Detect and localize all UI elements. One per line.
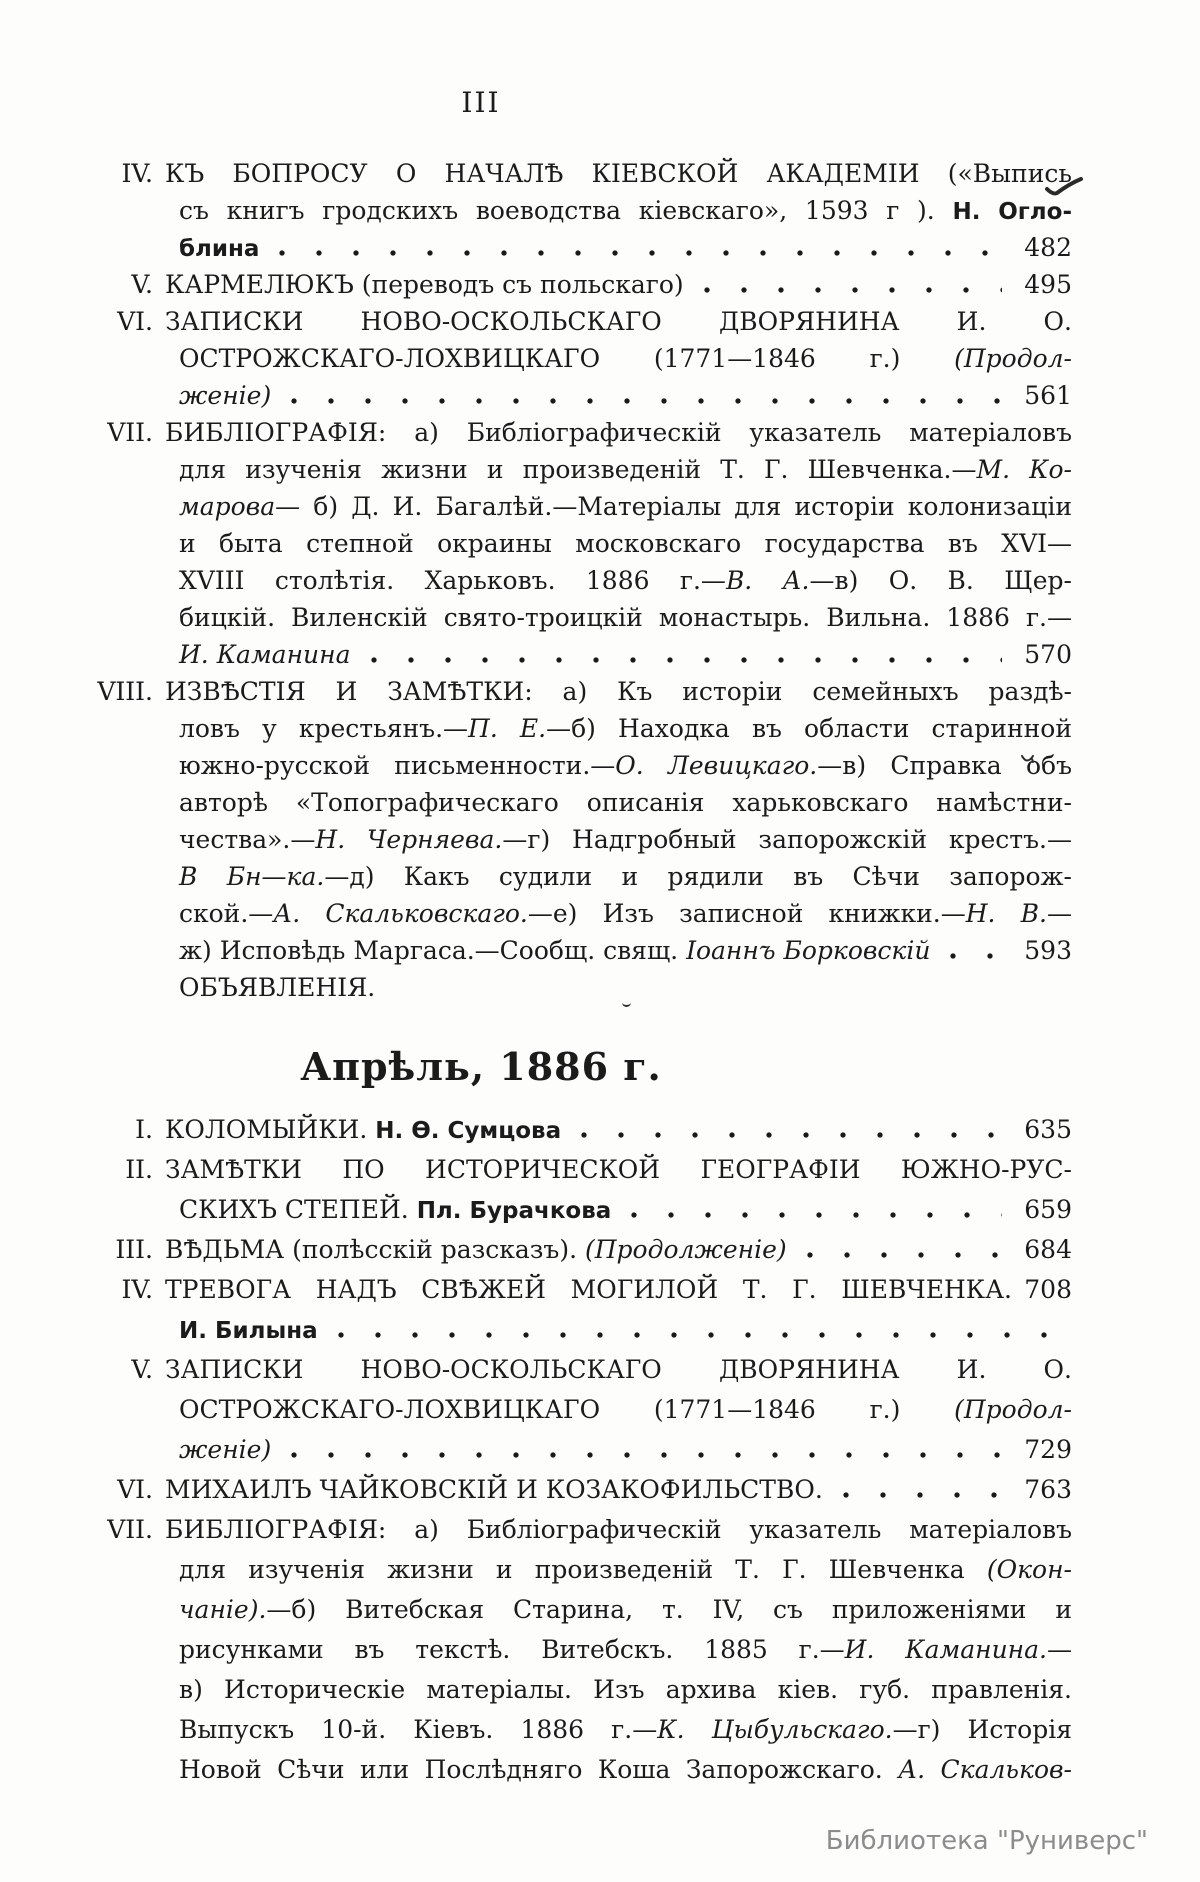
library-watermark: Библиотека "Руниверс" [825, 1826, 1148, 1856]
entry-text-run: — [1047, 899, 1072, 928]
toc-entry-list [85, 159, 1072, 1010]
italic-credit: женіе) [179, 381, 272, 410]
italic-credit: (Продол- [954, 1395, 1072, 1424]
dot-leader [332, 1332, 1062, 1338]
dot-leader [625, 1212, 1002, 1218]
page-number: 495 [1024, 270, 1072, 299]
entry-text [165, 899, 1072, 928]
italic-credit: А. Скальковскаго. [273, 899, 528, 928]
entry-text-run: и быта степной окраины московскаго государства въ XVI— [179, 529, 1072, 558]
entry-text-run: авторѣ «Топографическаго описанія харьковскаго намѣстни- [179, 788, 1072, 817]
entry-text [165, 1115, 561, 1144]
entry-text-run: бицкій. Виленскій свято-троицкій монастырь. Вильна. 1886 г.— [179, 603, 1072, 632]
toc-line [85, 1675, 1072, 1715]
toc-line [85, 640, 1072, 677]
dot-leader [801, 1252, 1002, 1258]
entry-roman-numeral: II. [125, 1155, 153, 1184]
italic-credit: В. А. [725, 566, 810, 595]
entry-text-run: —б) Находка въ области старинной [546, 714, 1072, 743]
entry-text-run: ВѢДЬМА (полѣсскій разсказъ). [165, 1235, 585, 1264]
entry-text [165, 492, 1072, 521]
entry-text [165, 566, 1072, 595]
page-number: 482 [1024, 233, 1072, 262]
toc-line [85, 825, 1072, 862]
entry-roman-numeral: VIII. [97, 677, 153, 706]
entry-text-run: —д) Какъ судили и рядили въ Сѣчи запорож- [324, 862, 1072, 891]
entry-text-run: ЗАПИСКИ НОВО-ОСКОЛЬСКАГО ДВОРЯНИНА И. О. [165, 307, 1072, 336]
toc-line [85, 270, 1072, 307]
toc-line [85, 1355, 1072, 1395]
entry-text [165, 307, 1072, 336]
toc-line [85, 233, 1072, 270]
toc-line [85, 307, 1072, 344]
italic-credit: (Продол- [954, 344, 1072, 373]
italic-credit: А. Скальков- [898, 1755, 1072, 1784]
toc-line [85, 1115, 1072, 1155]
entry-text [165, 1475, 823, 1504]
italic-credit: женіе) [179, 1435, 272, 1464]
entry-text-run: —г) Надгробный запорожскій крестъ.— [502, 825, 1072, 854]
entry-text [165, 640, 351, 669]
toc-line [85, 1475, 1072, 1515]
toc-line [85, 862, 1072, 899]
entry-text [165, 455, 1072, 484]
entry-text [165, 1275, 1012, 1304]
entry-text-run: Выпускъ 10-й. Кіевъ. 1886 г.— [179, 1715, 658, 1744]
toc-line [85, 936, 1072, 973]
page-number: 635 [1024, 1115, 1072, 1144]
entry-text-run: ж) Исповѣдь Маргаса.—Сообщ. свящ. [179, 936, 687, 965]
entry-text [165, 751, 1072, 780]
entry-text [165, 1595, 1072, 1624]
entry-text-run: чества».— [179, 825, 316, 854]
toc-entry-list [85, 1115, 1072, 1795]
entry-text [165, 603, 1072, 632]
author-name: И. Билына [179, 1318, 318, 1344]
entry-text-run: в) Историческіе матеріалы. Изъ архива кіев. губ. правленія. [179, 1675, 1072, 1704]
entry-text [165, 381, 271, 410]
toc-line [85, 1515, 1072, 1555]
entry-text [165, 418, 1072, 447]
entry-text [165, 1555, 1072, 1584]
entry-roman-numeral: V. [131, 270, 153, 299]
italic-credit: (Продолженіе) [584, 1235, 787, 1264]
entry-text [165, 1195, 611, 1224]
entry-text-run: южно-русской письменности.— [179, 751, 616, 780]
dot-leader [837, 1492, 1002, 1498]
ink-arc-icon [1020, 752, 1036, 771]
italic-credit: И. Каманина [179, 640, 351, 669]
entry-text-run: —г) Исторія [892, 1715, 1072, 1744]
author-name: Пл. Бурачкова [416, 1198, 612, 1224]
entry-text-run: БИБЛІОГРАФІЯ: а) Библіографическій указатель матеріаловъ [165, 418, 1072, 447]
entry-roman-numeral: III. [115, 1235, 153, 1264]
entry-text-run: КЪ БОПРОСУ О НАЧАЛѢ КІЕВСКОЙ АКАДЕМІИ («Выпись [165, 159, 1072, 188]
entry-text [165, 1755, 1072, 1784]
entry-text [165, 1715, 1072, 1744]
italic-credit: К. Цыбульскаго. [657, 1715, 893, 1744]
italic-credit: марова— [179, 492, 301, 521]
entry-text [165, 973, 1072, 1002]
entry-text-run: СКИХЪ СТЕПЕЙ. [179, 1195, 417, 1224]
entry-text-run: ЗАМѢТКИ ПО ИСТОРИЧЕСКОЙ ГЕОГРАФІИ ЮЖНО-РУС- [165, 1155, 1072, 1184]
italic-credit: чаніе). [179, 1595, 267, 1624]
entry-text-run: ИЗВѢСТІЯ И ЗАМѢТКИ: а) Къ исторіи семейныхъ раздѣ- [165, 677, 1072, 706]
entry-text [165, 936, 930, 965]
toc-line [85, 196, 1072, 233]
toc-line [85, 1155, 1072, 1195]
entry-text-run: рисунками въ текстѣ. Витебскъ. 1885 г.— [179, 1635, 845, 1664]
toc-line [85, 1275, 1072, 1315]
toc-line [85, 455, 1072, 492]
italic-credit: М. Ко- [976, 455, 1073, 484]
entry-text [165, 196, 1072, 225]
entry-text [165, 159, 1072, 188]
page-number-heading: III [461, 86, 501, 119]
toc-line [85, 492, 1072, 529]
italic-credit: Н. В. [965, 899, 1047, 928]
toc-line [85, 1195, 1072, 1235]
entry-text [165, 1235, 787, 1264]
toc-line [85, 788, 1072, 825]
page-number: 593 [1024, 936, 1072, 965]
entry-text-run: —б) Витебская Старина, т. IV, съ приложеніями и [266, 1595, 1072, 1624]
entry-text [165, 1675, 1072, 1704]
dot-leader [273, 250, 1002, 256]
entry-text-run: —в) Справка объ [817, 751, 1072, 780]
entry-text [165, 1435, 271, 1464]
ink-speck-icon [622, 998, 631, 1007]
dot-leader [285, 1452, 1002, 1458]
italic-credit: П. Е. [468, 714, 547, 743]
entry-text [165, 1155, 1072, 1184]
toc-line [85, 1435, 1072, 1475]
author-name: Н. Огло- [952, 199, 1072, 225]
toc-line [85, 1235, 1072, 1275]
entry-text-run: ОБЪЯВЛЕНІЯ. [179, 973, 376, 1002]
entry-text [165, 1635, 1072, 1664]
toc-line [85, 973, 1072, 1010]
toc-line [85, 344, 1072, 381]
page-number: 729 [1024, 1435, 1072, 1464]
entry-text-run: для изученія жизни и произведеній Т. Г. Шевченка.— [179, 455, 977, 484]
entry-roman-numeral: IV. [121, 159, 153, 188]
entry-text-run: ОСТРОЖСКАГО-ЛОХВИЦКАГО (1771—1846 г.) [179, 344, 955, 373]
italic-credit: В Бн—ка. [179, 862, 325, 891]
entry-text-run: КАРМЕЛЮКЪ (переводъ съ польскаго) [165, 270, 684, 299]
entry-roman-numeral: IV. [121, 1275, 153, 1304]
author-name: Н. Ѳ. Сумцова [375, 1118, 562, 1144]
dot-leader [365, 657, 1002, 663]
entry-text [165, 344, 1072, 373]
entry-roman-numeral: VII. [107, 418, 153, 447]
toc-line [85, 751, 1072, 788]
italic-credit: И. Каманина. [844, 1635, 1048, 1664]
page-number: 763 [1024, 1475, 1072, 1504]
toc-line [85, 1635, 1072, 1675]
entry-text-run: съ книгъ гродскихъ воеводства кіевскаго», 1593 г ). [179, 196, 953, 225]
dot-leader [698, 287, 1002, 293]
entry-text-run: ТРЕВОГА НАДЪ СВѢЖЕЙ МОГИЛОЙ Т. Г. ШЕВЧЕНКА. [165, 1275, 1012, 1304]
entry-roman-numeral: VI. [117, 1475, 153, 1504]
toc-line [85, 1315, 1072, 1355]
toc-line [85, 714, 1072, 751]
italic-credit: Іоаннъ Борковскій [686, 936, 931, 965]
toc-line [85, 603, 1072, 640]
italic-credit: (Окон- [986, 1555, 1072, 1584]
entry-text [165, 1355, 1072, 1384]
entry-text [165, 862, 1072, 891]
page-number: 561 [1024, 381, 1072, 410]
entry-text-run: для изученія жизни и произведеній Т. Г. Шевченка [179, 1555, 987, 1584]
toc-line [85, 159, 1072, 196]
entry-text-run: ской.— [179, 899, 274, 928]
toc-line [85, 381, 1072, 418]
entry-text [165, 529, 1072, 558]
toc-line [85, 566, 1072, 603]
entry-text-run: БИБЛІОГРАФІЯ: а) Библіографическій указатель матеріаловъ [165, 1515, 1072, 1544]
page-number: 708 [1024, 1275, 1072, 1304]
entry-roman-numeral: V. [131, 1355, 153, 1384]
dot-leader [575, 1132, 1002, 1138]
entry-text-run: —е) Изъ записной книжки.— [527, 899, 966, 928]
toc-line [85, 1595, 1072, 1635]
entry-text-run: XVIII столѣтія. Харьковъ. 1886 г.— [179, 566, 726, 595]
page-number: 570 [1024, 640, 1072, 669]
toc-line [85, 1755, 1072, 1795]
entry-text [165, 788, 1072, 817]
section-heading: Апрѣль, 1886 г. [300, 1044, 662, 1089]
toc-line [85, 1555, 1072, 1595]
toc-line [85, 677, 1072, 714]
author-name: блина [179, 236, 260, 262]
entry-text-run: ОСТРОЖСКАГО-ЛОХВИЦКАГО (1771—1846 г.) [179, 1395, 955, 1424]
dot-leader [285, 398, 1002, 404]
entry-roman-numeral: I. [135, 1115, 153, 1144]
toc-line [85, 529, 1072, 566]
page-number: 659 [1024, 1195, 1072, 1224]
pen-checkmark-icon [1044, 176, 1084, 202]
entry-text [165, 1395, 1072, 1424]
entry-text-run: ЗАПИСКИ НОВО-ОСКОЛЬСКАГО ДВОРЯНИНА И. О. [165, 1355, 1072, 1384]
toc-line [85, 899, 1072, 936]
entry-text [165, 233, 259, 262]
entry-text [165, 270, 684, 299]
italic-credit: Н. Черняева. [315, 825, 503, 854]
entry-text-run: —в) О. В. Щер- [809, 566, 1072, 595]
italic-credit: О. Левицкаго. [615, 751, 818, 780]
dot-leader [944, 953, 1002, 959]
entry-text-run: ловъ у крестьянъ.— [179, 714, 469, 743]
entry-text-run: Новой Сѣчи или Послѣдняго Коша Запорожскаго. [179, 1755, 899, 1784]
table-of-contents [85, 159, 1072, 1795]
toc-line [85, 1715, 1072, 1755]
entry-text-run: МИХАИЛЪ ЧАЙКОВСКІЙ И КОЗАКОФИЛЬСТВО. [165, 1475, 823, 1504]
toc-line [85, 1395, 1072, 1435]
entry-text [165, 825, 1072, 854]
entry-text [165, 677, 1072, 706]
entry-text-run: — [1047, 1635, 1073, 1664]
entry-roman-numeral: VI. [117, 307, 153, 336]
entry-text [165, 1315, 318, 1344]
entry-text [165, 714, 1072, 743]
entry-text [165, 1515, 1072, 1544]
toc-line [85, 418, 1072, 455]
entry-roman-numeral: VII. [107, 1515, 153, 1544]
page-number: 684 [1024, 1235, 1072, 1264]
entry-text-run: б) Д. И. Багалѣй.—Матеріалы для исторіи колонизаціи [300, 492, 1072, 521]
entry-text-run: КОЛОМЫЙКИ. [165, 1115, 376, 1144]
